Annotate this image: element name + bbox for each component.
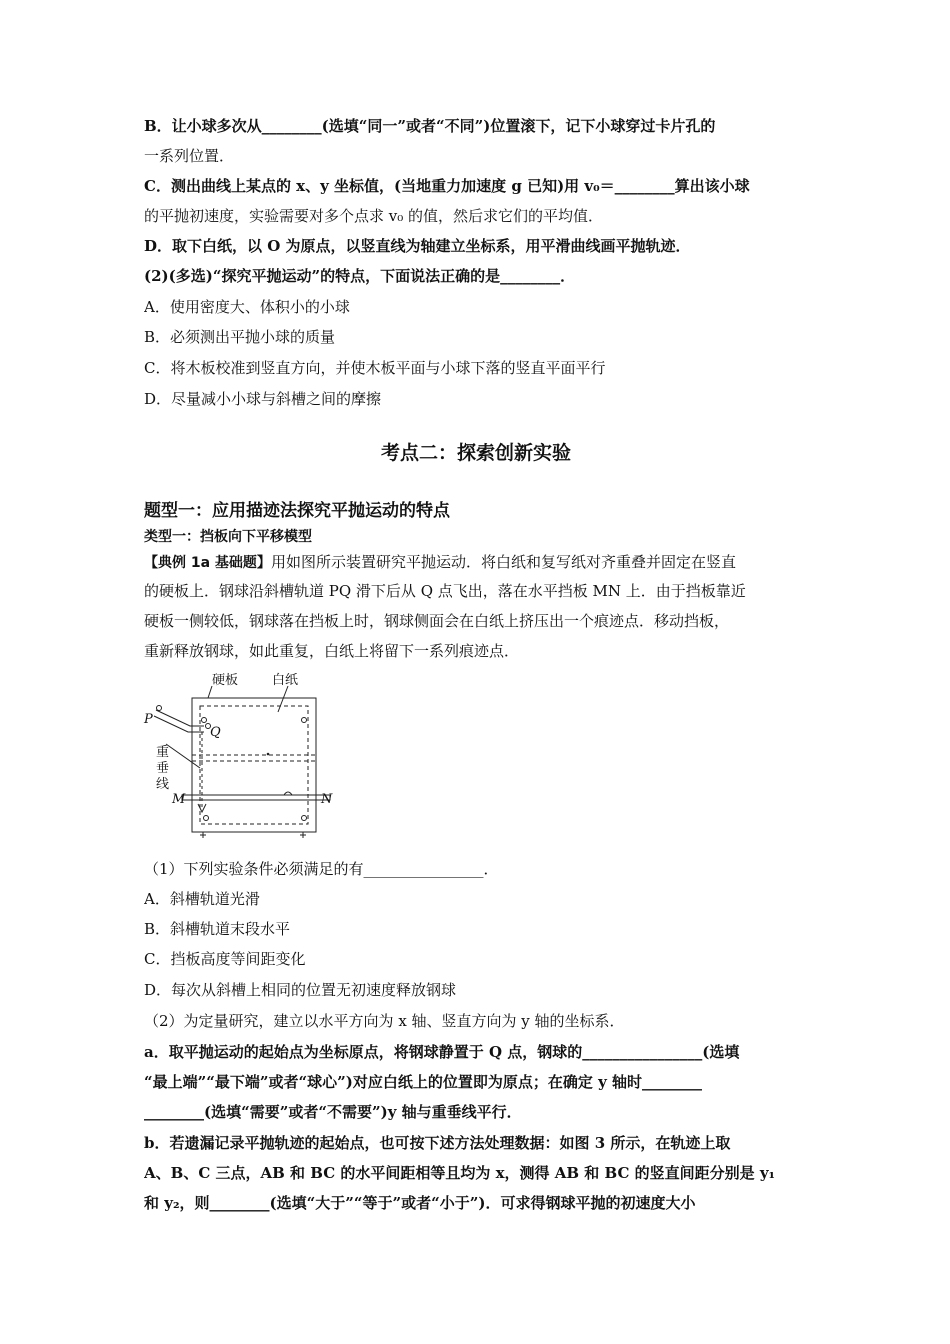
text-line: 一系列位置． [144,147,235,165]
corner-pin [302,718,307,723]
apparatus-figure [140,668,340,846]
plumb-leader [166,744,200,768]
corner-pin [202,718,207,723]
option-line: A．使用密度大、体积小的小球 [144,298,350,316]
release-ball [157,706,162,711]
example-line: 的硬板上．钢球沿斜槽轨道 PQ 滑下后从 Q 点飞出，落在水平挡板 MN 上．由于挡板靠近 [144,582,746,600]
corner-pin [204,816,209,821]
question-line: “最上端”“最下端”或者“球心”)对应白纸上的位置即为原点；在确定 y 轴时________ [144,1073,703,1091]
question-line: A、B、C 三点，AB 和 BC 的水平间距相等且均为 x，测得 AB 和 BC 的竖直间距分别是 y₁ [144,1164,776,1182]
white-paper [200,706,308,824]
option-line: C．将木板校准到竖直方向，并使木板平面与小球下落的竖直平面平行 [144,359,606,377]
question-line: （1）下列实验条件必须满足的有________________． [144,860,499,878]
example-line: 硬板一侧较低，钢球落在挡板上时，钢球侧面会在白纸上挤压出一个痕迹点．移动挡板， [144,612,730,630]
label-plumb-3: 线 [156,777,170,792]
text-line: D．取下白纸，以 O 为原点，以竖直线为轴建立坐标系，用平滑曲线画平抛轨迹． [144,237,691,255]
example-line: 重新释放钢球，如此重复，白纸上将留下一系列痕迹点． [144,642,520,660]
text-line: (2)(多选)“探究平抛运动”的特点，下面说法正确的是________． [144,267,576,285]
question-line: （2）为定量研究，建立以水平方向为 x 轴、竖直方向为 y 轴的坐标系． [144,1012,625,1030]
section-title: 考点二：探索创新实验 [380,442,571,464]
hard-board [192,698,316,832]
example-tag: 【典例 1a 基础题】 [144,555,271,571]
corner-pin [302,816,307,821]
label-board: 硬板 [212,673,239,688]
label-M: M [172,792,186,807]
label-plumb-2: 垂 [156,761,170,776]
label-P: P [144,712,153,727]
label-plumb-1: 重 [156,745,170,760]
option-line: A．斜槽轨道光滑 [144,890,260,908]
option-line: B．斜槽轨道末段水平 [144,920,291,938]
label-paper: 白纸 [272,673,299,688]
example-intro [144,551,808,574]
paper-leader [278,686,288,712]
question-line: 和 y₂，则________(选填“大于”“等于”或者“小于”)．可求得钢球平抛的初速度大小 [144,1194,696,1212]
option-line: D．每次从斜槽上相同的位置无初速度释放钢球 [144,981,457,999]
option-line: C．挡板高度等间距变化 [144,950,306,968]
question-line: a．取平抛运动的起始点为坐标原点，将钢球静置于 Q 点，钢球的________________(选填 [144,1043,740,1061]
question-line: ________(选填“需要”或者“不需要”)y 轴与重垂线平行． [144,1103,522,1121]
trace-dot [267,753,270,756]
chute-bottom [154,716,204,732]
option-line: B．必须测出平抛小球的质量 [144,328,336,346]
topic-title: 题型一：应用描迹法探究平抛运动的特点 [144,501,450,521]
chute-top [156,710,204,726]
text-line: 的平抛初速度，实验需要对多个点求 v₀ 的值，然后求它们的平均值． [144,207,604,225]
text-line: B．让小球多次从________(选填“同一”或者“不同”)位置滚下，记下小球穿过卡片孔的 [144,117,716,135]
type-title: 类型一：挡板向下平移模型 [144,529,312,545]
question-line: b．若遗漏记录平抛轨迹的起始点，也可按下述方法处理数据：如图 3 所示，在轨迹上取 [144,1134,731,1152]
label-Q: Q [210,725,221,740]
option-line: D．尽量减小小球与斜槽之间的摩擦 [144,390,382,408]
example-text: 用如图所示装置研究平抛运动．将白纸和复写纸对齐重叠并固定在竖直 [270,553,736,571]
text-line: C．测出曲线上某点的 x、y 坐标值，(当地重力加速度 g 已知)用 v₀＝________算出该小球 [144,177,750,195]
label-N: N [321,792,333,807]
